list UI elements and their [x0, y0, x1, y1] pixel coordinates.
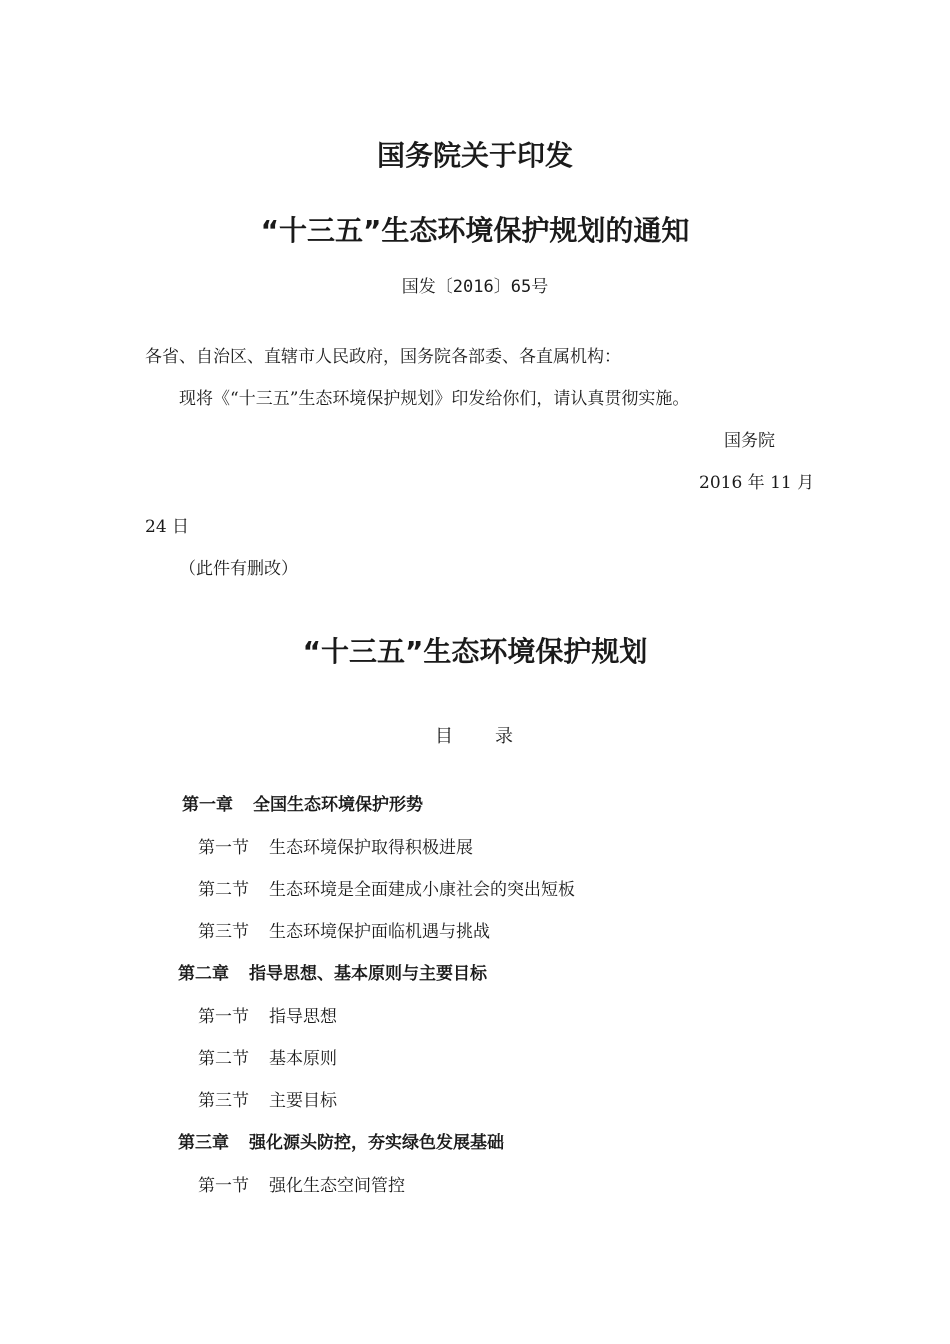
salutation: 各省、自治区、直辖市人民政府，国务院各部委、各直属机构：: [145, 347, 621, 367]
toc-item-number: 第一节: [198, 838, 249, 858]
toc-item-number: 第二章: [178, 964, 229, 984]
signature: 国务院: [724, 431, 775, 451]
notice-body: 现将《“十三五”生态环境保护规划》印发给你们，请认真贯彻实施。: [179, 389, 690, 409]
toc-item-number: 第一节: [198, 1176, 249, 1196]
toc-heading: [0, 722, 950, 748]
toc-item[interactable]: [198, 1086, 337, 1111]
toc-item-title: 指导思想、基本原则与主要目标: [249, 964, 487, 984]
document-number: 国发〔2016〕65号: [401, 277, 549, 297]
toc-item-title: 生态环境保护取得积极进展: [269, 838, 473, 858]
toc-item[interactable]: [198, 917, 490, 942]
edit-note: （此件有删改）: [179, 559, 298, 579]
toc-item[interactable]: [198, 833, 473, 858]
toc-item-number: 第一节: [198, 1007, 249, 1027]
toc-item-title: 主要目标: [269, 1091, 337, 1111]
toc-item[interactable]: [198, 1171, 405, 1196]
toc-item-number: 第三章: [178, 1133, 229, 1153]
toc-item-title: 生态环境保护面临机遇与挑战: [269, 922, 490, 942]
toc-heading-char1: 目: [435, 726, 455, 747]
toc-item-number: 第二节: [198, 1049, 249, 1069]
toc-item-number: 第一章: [182, 795, 233, 815]
toc-item-title: 强化生态空间管控: [269, 1176, 405, 1196]
toc-item-title: 全国生态环境保护形势: [253, 795, 423, 815]
toc-item[interactable]: [182, 790, 423, 815]
toc-item[interactable]: [198, 1002, 337, 1027]
toc-item[interactable]: [198, 875, 575, 900]
date-part1: 2016 年 11 月: [699, 473, 815, 493]
toc-item-title: 指导思想: [269, 1007, 337, 1027]
toc-item-title: 基本原则: [269, 1049, 337, 1069]
toc-item[interactable]: [178, 1128, 504, 1153]
toc-heading-char2: 录: [495, 726, 515, 747]
toc-item-title: 强化源头防控，夯实绿色发展基础: [249, 1133, 504, 1153]
date-part2: 24 日: [145, 517, 190, 537]
toc-item[interactable]: [178, 959, 487, 984]
notice-title-line2: “十三五”生态环境保护规划的通知: [260, 214, 690, 247]
notice-title-line1: 国务院关于印发: [376, 139, 573, 172]
toc-item[interactable]: [198, 1044, 337, 1069]
toc-item-number: 第三节: [198, 1091, 249, 1111]
plan-title: “十三五”生态环境保护规划: [302, 635, 648, 668]
toc-item-number: 第二节: [198, 880, 249, 900]
toc-item-title: 生态环境是全面建成小康社会的突出短板: [269, 880, 575, 900]
toc-item-number: 第三节: [198, 922, 249, 942]
